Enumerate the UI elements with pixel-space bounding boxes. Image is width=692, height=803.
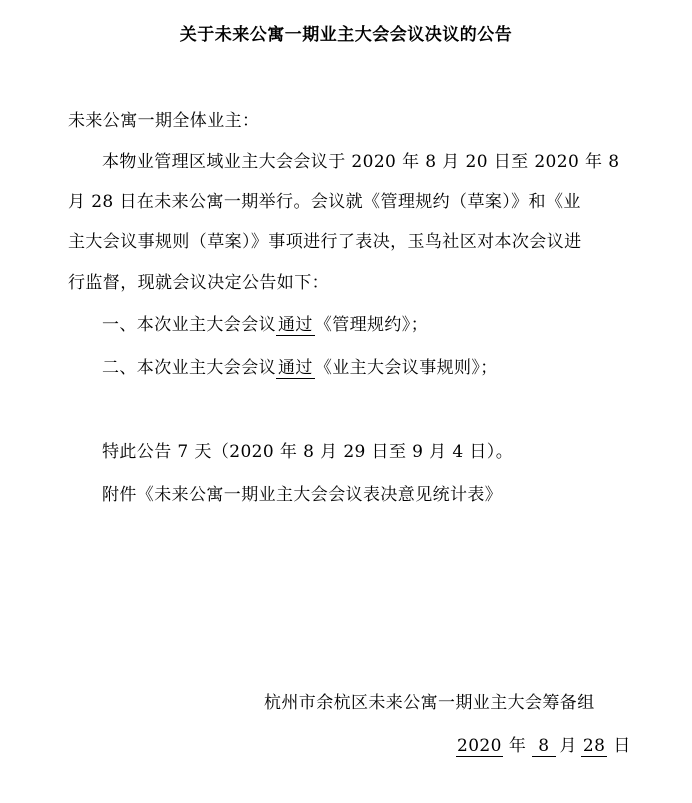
date-year-unit: 年 xyxy=(508,736,527,756)
resolution-item-1 xyxy=(102,314,428,336)
resolution-prefix: 一、本次业主大会会议 xyxy=(102,315,276,335)
resolution-suffix: 《管理规约》； xyxy=(314,315,429,335)
date-day-unit: 日 xyxy=(613,736,631,756)
date-month: 8 xyxy=(532,736,555,757)
salutation: 未来公寓一期全体业主： xyxy=(68,111,260,131)
date-month-unit: 月 xyxy=(559,736,577,756)
signature-date xyxy=(456,735,631,757)
announcement-title: 关于未来公寓一期业主大会会议决议的公告 xyxy=(179,25,513,45)
resolution-result: 通过 xyxy=(278,315,313,335)
resolution-prefix: 二、本次业主大会会议 xyxy=(102,358,276,378)
resolution-suffix: 《业主大会议事规则》； xyxy=(314,358,498,378)
body-line-1: 本物业管理区域业主大会会议于 2020 年 8 月 20 日至 2020 年 8 xyxy=(102,152,620,172)
resolution-result: 通过 xyxy=(278,358,313,378)
date-day: 28 xyxy=(582,736,606,756)
body-line-3: 主大会议事规则（草案）》事项进行了表决，玉鸟社区对本次会议进 xyxy=(68,232,582,252)
signature-organization: 杭州市余杭区未来公寓一期业主大会筹备组 xyxy=(264,693,595,713)
notice-period: 特此公告 7 天（2020 年 8 月 29 日至 9 月 4 日）。 xyxy=(102,442,514,462)
resolution-item-2 xyxy=(102,357,498,379)
body-line-4: 行监督，现就会议决定公告如下： xyxy=(68,273,329,293)
attachment-line: 附件《未来公寓一期业主大会会议表决意见统计表》 xyxy=(102,485,503,505)
body-line-2: 月 28 日在未来公寓一期举行。会议就《管理规约（草案）》和《业 xyxy=(68,192,581,212)
date-year: 2020 xyxy=(457,736,502,756)
